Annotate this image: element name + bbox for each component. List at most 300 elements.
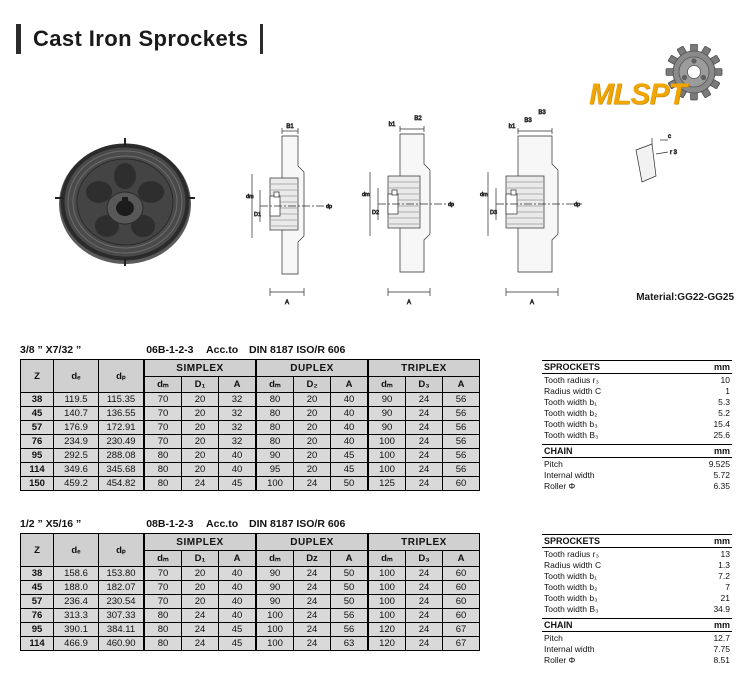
spec-label-cell: Internal width — [544, 643, 595, 654]
col-dm-3: dₘ — [368, 377, 406, 393]
table-cell: 80 — [144, 623, 182, 637]
spec-label-08b — [20, 518, 480, 530]
table-cell: 50 — [331, 477, 369, 491]
table-cell: 32 — [219, 421, 257, 435]
spec-row — [542, 407, 732, 418]
spec-row — [542, 418, 732, 429]
table-row — [21, 581, 480, 595]
table-cell: 288.08 — [99, 449, 145, 463]
spec-row — [542, 570, 732, 581]
col-d1: D₁ — [182, 377, 219, 393]
table-cell: 24 — [406, 595, 443, 609]
table-cell: 150 — [21, 477, 54, 491]
simplex-section-view — [230, 114, 350, 319]
table-cell: 100 — [368, 449, 406, 463]
table-cell: 63 — [331, 637, 369, 651]
svg-text:r 3: r 3 — [670, 150, 678, 156]
col-dm-2: dₘ — [256, 551, 294, 567]
table-cell: 188.0 — [54, 581, 99, 595]
table-cell: 40 — [219, 581, 257, 595]
table-cell: 80 — [256, 421, 294, 435]
table-cell: 32 — [219, 393, 257, 407]
spec-table-06b-body — [21, 393, 480, 491]
spec-row — [542, 469, 732, 480]
svg-text:D2: D2 — [372, 210, 380, 216]
table-cell: 67 — [443, 623, 480, 637]
col-dm-1: dₘ — [144, 377, 182, 393]
table-cell: 20 — [294, 435, 331, 449]
table-cell: 230.49 — [99, 435, 145, 449]
svg-text:D3: D3 — [490, 210, 498, 216]
svg-text:dm: dm — [362, 192, 370, 198]
table-cell: 45 — [21, 407, 54, 421]
chain-table-06b — [542, 444, 732, 491]
table-cell: 20 — [182, 421, 219, 435]
table-cell: 20 — [294, 393, 331, 407]
spec-value-cell: 6.35 — [713, 480, 730, 491]
col-de: dₑ — [54, 360, 99, 393]
table-cell: 466.9 — [54, 637, 99, 651]
sprockets-table-06b — [542, 360, 732, 440]
table-cell: 50 — [331, 595, 369, 609]
size-label: 3/8 ” X7/32 ” — [20, 344, 82, 356]
title-accent-left — [16, 24, 21, 54]
svg-text:c: c — [668, 134, 671, 140]
table-cell: 24 — [294, 567, 331, 581]
group-simplex: SIMPLEX — [144, 534, 256, 551]
chain-table-08b — [542, 618, 732, 665]
col-a-3: A — [443, 377, 480, 393]
standard-label: DIN 8187 ISO/R 606 — [249, 344, 346, 356]
table-cell: 454.82 — [99, 477, 145, 491]
sprockets-rows-06b — [542, 374, 732, 441]
spec-row — [542, 458, 732, 470]
table-cell: 313.3 — [54, 609, 99, 623]
spec-row — [542, 632, 732, 644]
table-cell: 136.55 — [99, 407, 145, 421]
spec-value-cell: 1 — [725, 385, 730, 396]
spec-row — [542, 654, 732, 665]
spec-label-cell: Pitch — [544, 458, 563, 469]
svg-text:B1: B1 — [286, 124, 294, 130]
table-cell: 24 — [406, 393, 443, 407]
table-cell: 76 — [21, 435, 54, 449]
group-simplex: SIMPLEX — [144, 360, 256, 377]
svg-text:dm: dm — [480, 192, 488, 198]
spec-label-cell: Tooth width b₃ — [544, 418, 598, 429]
spec-label-cell: Pitch — [544, 632, 563, 643]
svg-text:dp: dp — [574, 202, 581, 208]
table-cell: 56 — [443, 407, 480, 421]
sprockets-rows-08b — [542, 548, 732, 615]
group-triplex: TRIPLEX — [368, 534, 480, 551]
table-cell: 158.6 — [54, 567, 99, 581]
table-cell: 95 — [21, 449, 54, 463]
svg-text:b1: b1 — [388, 122, 396, 128]
table-cell: 60 — [443, 567, 480, 581]
spec-row — [542, 592, 732, 603]
table-cell: 90 — [256, 595, 294, 609]
table-cell: 80 — [144, 463, 182, 477]
table-cell: 114 — [21, 463, 54, 477]
table-cell: 60 — [443, 609, 480, 623]
acc-label: Acc.to — [206, 518, 239, 530]
table-cell: 20 — [182, 449, 219, 463]
table-cell: 56 — [443, 449, 480, 463]
table-cell: 70 — [144, 581, 182, 595]
table-cell: 76 — [21, 609, 54, 623]
table-cell: 70 — [144, 435, 182, 449]
spec-row — [542, 559, 732, 570]
table-cell: 90 — [256, 567, 294, 581]
spec-row — [542, 429, 732, 440]
table-row — [21, 435, 480, 449]
table-cell: 40 — [331, 407, 369, 421]
table-cell: 100 — [256, 623, 294, 637]
table-cell: 90 — [368, 393, 406, 407]
table-row — [21, 407, 480, 421]
page-header — [0, 18, 750, 111]
col-d3: D₃ — [406, 551, 443, 567]
table-row — [21, 609, 480, 623]
col-d3: D₃ — [406, 377, 443, 393]
table-cell: 40 — [331, 435, 369, 449]
table-cell: 45 — [219, 637, 257, 651]
table-cell: 20 — [182, 581, 219, 595]
table-cell: 24 — [406, 421, 443, 435]
group-duplex: DUPLEX — [256, 534, 368, 551]
sprockets-unit: mm — [682, 361, 732, 374]
chain-title: CHAIN — [542, 619, 682, 632]
spec-label-cell: Tooth width b₂ — [544, 581, 598, 592]
table-cell: 56 — [443, 421, 480, 435]
table-cell: 20 — [182, 393, 219, 407]
code-label: 08B-1-2-3 — [146, 518, 194, 530]
table-cell: 20 — [182, 435, 219, 449]
table-cell: 90 — [368, 407, 406, 421]
table-cell: 24 — [406, 567, 443, 581]
table-cell: 100 — [368, 595, 406, 609]
table-cell: 45 — [331, 449, 369, 463]
table-cell: 95 — [256, 463, 294, 477]
spec-block-06b — [20, 344, 480, 491]
spec-label-cell: Internal width — [544, 469, 595, 480]
table-cell: 119.5 — [54, 393, 99, 407]
table-cell: 40 — [331, 421, 369, 435]
spec-row — [542, 581, 732, 592]
spec-value-cell: 9.525 — [708, 458, 730, 469]
table-cell: 24 — [182, 609, 219, 623]
table-cell: 80 — [144, 449, 182, 463]
table-cell: 24 — [182, 477, 219, 491]
spec-value-cell: 7 — [725, 581, 730, 592]
chain-unit: mm — [682, 619, 732, 632]
table-cell: 80 — [256, 393, 294, 407]
table-cell: 182.07 — [99, 581, 145, 595]
table-cell: 115.35 — [99, 393, 145, 407]
table-cell: 40 — [219, 449, 257, 463]
table-row — [21, 463, 480, 477]
spec-value-cell: 7.2 — [718, 570, 730, 581]
spec-value-cell: 8.51 — [713, 654, 730, 665]
svg-text:b1: b1 — [508, 124, 516, 130]
col-dm-3: dₘ — [368, 551, 406, 567]
spec-row — [542, 548, 732, 560]
spec-value-cell: 25.6 — [713, 429, 730, 440]
table-cell: 80 — [144, 477, 182, 491]
table-cell: 100 — [368, 609, 406, 623]
table-cell: 20 — [182, 595, 219, 609]
table-cell: 60 — [443, 477, 480, 491]
table-cell: 459.2 — [54, 477, 99, 491]
table-cell: 234.9 — [54, 435, 99, 449]
table-cell: 292.5 — [54, 449, 99, 463]
table-cell: 20 — [182, 567, 219, 581]
col-d1: D₁ — [182, 551, 219, 567]
svg-text:A: A — [284, 300, 290, 306]
table-row — [21, 637, 480, 651]
table-cell: 80 — [256, 407, 294, 421]
table-cell: 100 — [368, 435, 406, 449]
table-cell: 56 — [443, 393, 480, 407]
col-a-3: A — [443, 551, 480, 567]
svg-text:B2: B2 — [414, 116, 422, 122]
col-d2: D₂ — [294, 377, 331, 393]
table-cell: 20 — [294, 407, 331, 421]
standard-label: DIN 8187 ISO/R 606 — [249, 518, 346, 530]
table-cell: 90 — [256, 449, 294, 463]
table-cell: 50 — [331, 567, 369, 581]
table-cell: 24 — [406, 623, 443, 637]
col-a-2: A — [331, 377, 369, 393]
table-cell: 24 — [406, 581, 443, 595]
table-cell: 230.54 — [99, 595, 145, 609]
table-cell: 390.1 — [54, 623, 99, 637]
table-cell: 57 — [21, 421, 54, 435]
triplex-section-view — [466, 100, 596, 321]
table-cell: 100 — [256, 609, 294, 623]
svg-text:B3: B3 — [538, 110, 546, 116]
table-cell: 40 — [219, 567, 257, 581]
col-dp: dₚ — [99, 534, 145, 567]
spec-value-cell: 7.75 — [713, 643, 730, 654]
table-cell: 70 — [144, 393, 182, 407]
spec-value-cell: 34.9 — [713, 603, 730, 614]
col-a-2: A — [331, 551, 369, 567]
spec-label-cell: Tooth width B₃ — [544, 603, 599, 614]
table-row — [21, 567, 480, 581]
table-cell: 57 — [21, 595, 54, 609]
table-row — [21, 623, 480, 637]
svg-text:dm: dm — [246, 194, 254, 200]
table-cell: 40 — [219, 463, 257, 477]
col-a-1: A — [219, 377, 257, 393]
table-cell: 24 — [294, 623, 331, 637]
chain-unit: mm — [682, 445, 732, 458]
table-cell: 236.4 — [54, 595, 99, 609]
page-title-wrap — [16, 18, 263, 60]
sprockets-title: SPROCKETS — [542, 535, 682, 548]
table-cell: 38 — [21, 393, 54, 407]
svg-text:A: A — [406, 300, 412, 306]
col-a-1: A — [219, 551, 257, 567]
spec-value-cell: 5.2 — [718, 407, 730, 418]
logo-wordmark: MLSPT — [589, 78, 686, 111]
spec-label-cell: Tooth width b₂ — [544, 407, 598, 418]
spec-table-08b-body — [21, 567, 480, 651]
spec-row — [542, 374, 732, 386]
table-row — [21, 449, 480, 463]
spec-label-cell: Tooth radius r₃ — [544, 548, 599, 559]
table-cell: 32 — [219, 435, 257, 449]
spec-row — [542, 603, 732, 614]
svg-text:dp: dp — [448, 202, 455, 208]
sprockets-table-08b — [542, 534, 732, 614]
table-cell: 24 — [294, 477, 331, 491]
table-cell: 20 — [182, 463, 219, 477]
material-note: Material:GG22-GG25 — [636, 292, 734, 303]
table-cell: 24 — [294, 609, 331, 623]
table-cell: 45 — [219, 477, 257, 491]
spec-table-08b — [20, 533, 480, 651]
table-cell: 60 — [443, 581, 480, 595]
table-cell: 176.9 — [54, 421, 99, 435]
svg-text:A: A — [529, 300, 535, 306]
svg-text:B3: B3 — [524, 118, 532, 124]
table-cell: 120 — [368, 637, 406, 651]
table-cell: 24 — [406, 435, 443, 449]
table-cell: 100 — [368, 581, 406, 595]
table-cell: 20 — [294, 421, 331, 435]
table-cell: 90 — [256, 581, 294, 595]
col-dz: Dz — [294, 551, 331, 567]
table-cell: 24 — [182, 623, 219, 637]
table-cell: 172.91 — [99, 421, 145, 435]
col-z: Z — [21, 534, 54, 567]
spec-value-cell: 1.3 — [718, 559, 730, 570]
col-de: dₑ — [54, 534, 99, 567]
group-duplex: DUPLEX — [256, 360, 368, 377]
table-cell: 384.11 — [99, 623, 145, 637]
col-z: Z — [21, 360, 54, 393]
table-row — [21, 595, 480, 609]
table-cell: 70 — [144, 421, 182, 435]
table-cell: 95 — [21, 623, 54, 637]
sprockets-title: SPROCKETS — [542, 361, 682, 374]
table-cell: 40 — [331, 393, 369, 407]
table-cell: 80 — [144, 609, 182, 623]
table-cell: 100 — [368, 463, 406, 477]
side-specs-08b — [542, 534, 732, 665]
table-cell: 24 — [406, 637, 443, 651]
spec-value-cell: 21 — [720, 592, 730, 603]
table-cell: 70 — [144, 407, 182, 421]
table-cell: 45 — [331, 463, 369, 477]
table-cell: 40 — [219, 609, 257, 623]
sprocket-photo — [40, 126, 210, 281]
table-cell: 32 — [219, 407, 257, 421]
table-cell: 307.33 — [99, 609, 145, 623]
acc-label: Acc.to — [206, 344, 239, 356]
table-cell: 460.90 — [99, 637, 145, 651]
spec-label-cell: Radius width C — [544, 385, 602, 396]
sprockets-unit: mm — [682, 535, 732, 548]
table-cell: 56 — [331, 609, 369, 623]
table-row — [21, 421, 480, 435]
table-cell: 24 — [294, 637, 331, 651]
table-cell: 345.68 — [99, 463, 145, 477]
table-cell: 24 — [406, 477, 443, 491]
spec-value-cell: 15.4 — [713, 418, 730, 429]
technical-drawings — [0, 96, 750, 332]
table-cell: 70 — [144, 595, 182, 609]
table-cell: 45 — [21, 581, 54, 595]
table-cell: 56 — [331, 623, 369, 637]
spec-label-cell: Tooth width b₃ — [544, 592, 598, 603]
spec-value-cell: 5.72 — [713, 469, 730, 480]
table-cell: 20 — [182, 407, 219, 421]
table-cell: 70 — [144, 567, 182, 581]
spec-row — [542, 385, 732, 396]
table-cell: 153.80 — [99, 567, 145, 581]
table-cell: 24 — [294, 581, 331, 595]
spec-table-06b — [20, 359, 480, 491]
spec-label-cell: Tooth radius r₃ — [544, 374, 599, 385]
svg-text:dp: dp — [326, 204, 333, 210]
spec-block-08b — [20, 518, 480, 651]
chain-title: CHAIN — [542, 445, 682, 458]
code-label: 06B-1-2-3 — [146, 344, 194, 356]
table-cell: 100 — [256, 637, 294, 651]
spec-label-cell: Tooth width B₃ — [544, 429, 599, 440]
title-accent-right — [260, 24, 263, 54]
spec-value-cell: 12.7 — [713, 632, 730, 643]
table-cell: 125 — [368, 477, 406, 491]
chain-rows-08b — [542, 632, 732, 666]
table-cell: 20 — [294, 449, 331, 463]
spec-label-cell: Tooth width b₁ — [544, 570, 597, 581]
table-cell: 38 — [21, 567, 54, 581]
spec-label-cell: Roller Φ — [544, 654, 576, 665]
spec-row — [542, 396, 732, 407]
spec-label-06b — [20, 344, 480, 356]
page-title: Cast Iron Sprockets — [33, 26, 249, 51]
spec-value-cell: 5.3 — [718, 396, 730, 407]
table-cell: 90 — [368, 421, 406, 435]
table-cell: 45 — [219, 623, 257, 637]
table-cell: 24 — [182, 637, 219, 651]
spec-row — [542, 480, 732, 491]
svg-text:D1: D1 — [254, 212, 262, 218]
spec-label-cell: Radius width C — [544, 559, 602, 570]
table-row — [21, 477, 480, 491]
table-cell: 24 — [406, 609, 443, 623]
side-specs-06b — [542, 360, 732, 491]
spec-label-cell: Tooth width b₁ — [544, 396, 597, 407]
table-cell: 24 — [406, 407, 443, 421]
col-dp: dₚ — [99, 360, 145, 393]
table-cell: 67 — [443, 637, 480, 651]
table-cell: 24 — [406, 463, 443, 477]
table-row — [21, 393, 480, 407]
duplex-section-view — [348, 106, 468, 321]
table-cell: 120 — [368, 623, 406, 637]
table-cell: 50 — [331, 581, 369, 595]
spec-row — [542, 643, 732, 654]
table-cell: 140.7 — [54, 407, 99, 421]
table-cell: 24 — [294, 595, 331, 609]
table-cell: 100 — [368, 567, 406, 581]
